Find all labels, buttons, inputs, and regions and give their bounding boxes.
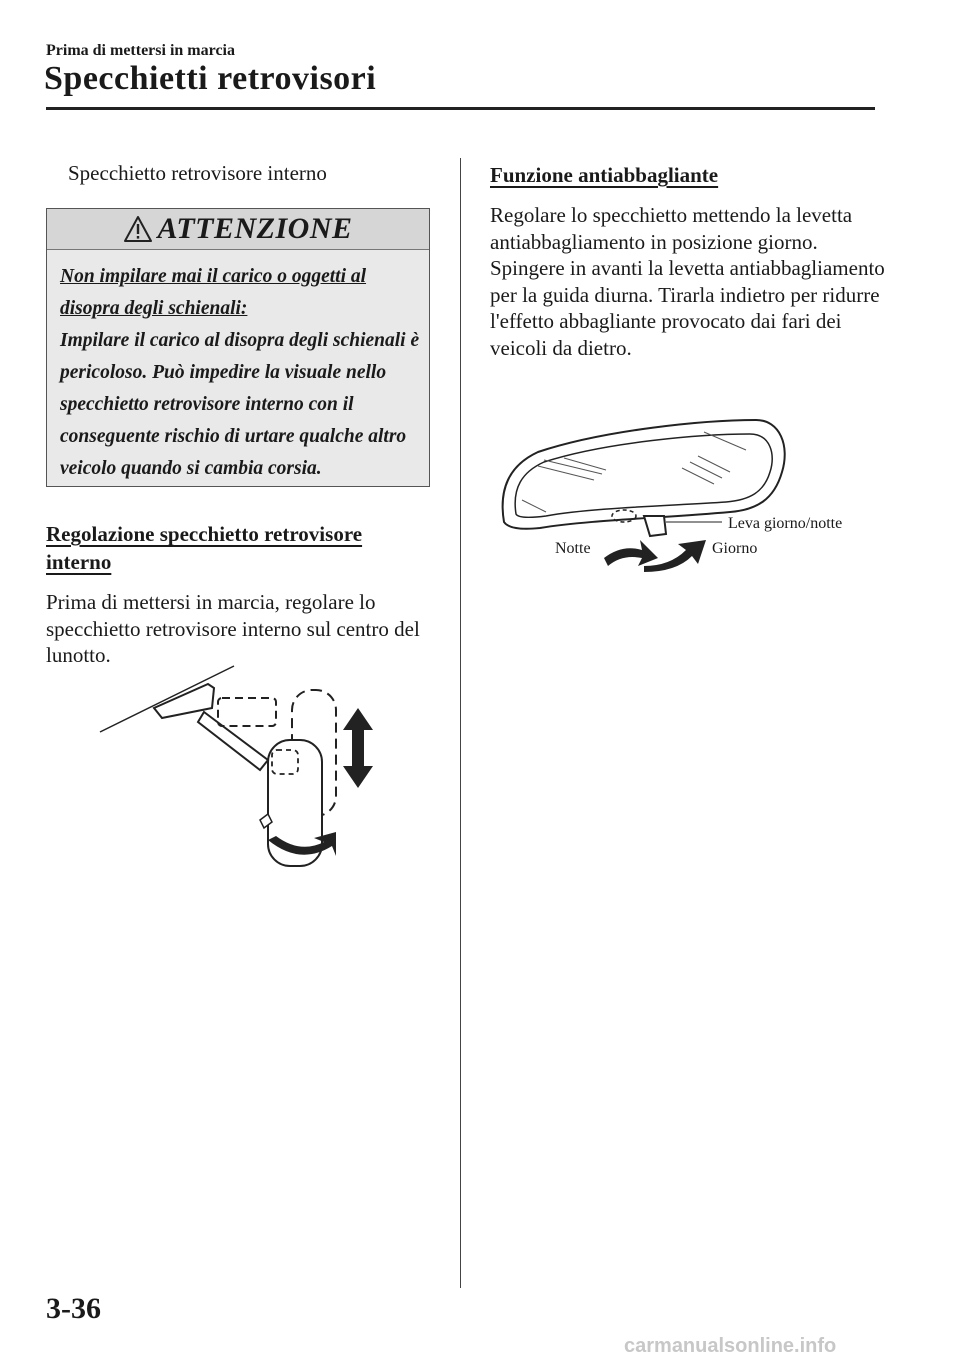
warning-title: ATTENZIONE	[157, 212, 353, 245]
paragraph-adjustment: Prima di mettersi in marcia, regolare lo specchietto retrovisore interno sul centro del lunotto.	[46, 590, 420, 667]
warning-text	[60, 261, 420, 485]
warning-lead: Non impilare mai il carico o oggetti al disopra degli schienali:	[60, 266, 367, 319]
heading-anti-glare: Funzione antiabbagliante	[490, 163, 719, 187]
paragraph-anti-glare-2: Spingere in avanti la levetta antiabbagliamento per la guida diurna. Tirarla indietro per ridurre l'effetto abbagliante provocato dai fari dei veicoli da dietro.	[490, 256, 885, 360]
vertical-adjust-arrow-icon	[343, 708, 373, 788]
mirror-stem	[198, 712, 268, 770]
warning-triangle-icon	[123, 215, 153, 243]
warning-body: Impilare il carico al disopra degli schienali è pericoloso. Può impedire la visuale nello specchietto retrovisore interno con il conseguente rischio di urtare qualche altro veicolo quando si cambia corsia.	[60, 330, 420, 479]
paragraph-anti-glare-1: Regolare lo specchietto mettendo la levetta antiabbagliamento in posizione giorno.	[490, 203, 853, 254]
footer-watermark: carmanualsonline.info	[624, 1335, 837, 1357]
dashed-mirror-upper	[218, 698, 276, 726]
night-arrow-icon	[604, 540, 658, 566]
column-divider	[460, 158, 461, 1288]
lever-label: Leva giorno/notte	[728, 515, 843, 532]
warning-box	[46, 208, 430, 487]
section-name: Prima di mettersi in marcia	[46, 42, 235, 59]
heading-adjustment: Regolazione specchietto retrovisore interno	[46, 522, 363, 574]
paragraph-anti-glare	[490, 202, 890, 361]
page-number: 3-36	[46, 1292, 101, 1325]
day-label: Giorno	[712, 540, 758, 557]
warning-header	[47, 209, 429, 250]
mirror-adjustment-illustration	[96, 660, 376, 870]
title-divider	[46, 107, 875, 110]
night-label: Notte	[555, 540, 591, 557]
subheading-interior-mirror: Specchietto retrovisore interno	[68, 161, 327, 185]
day-night-lever	[644, 516, 666, 536]
mirror-outer	[503, 420, 785, 529]
page-title: Specchietti retrovisori	[44, 60, 377, 97]
